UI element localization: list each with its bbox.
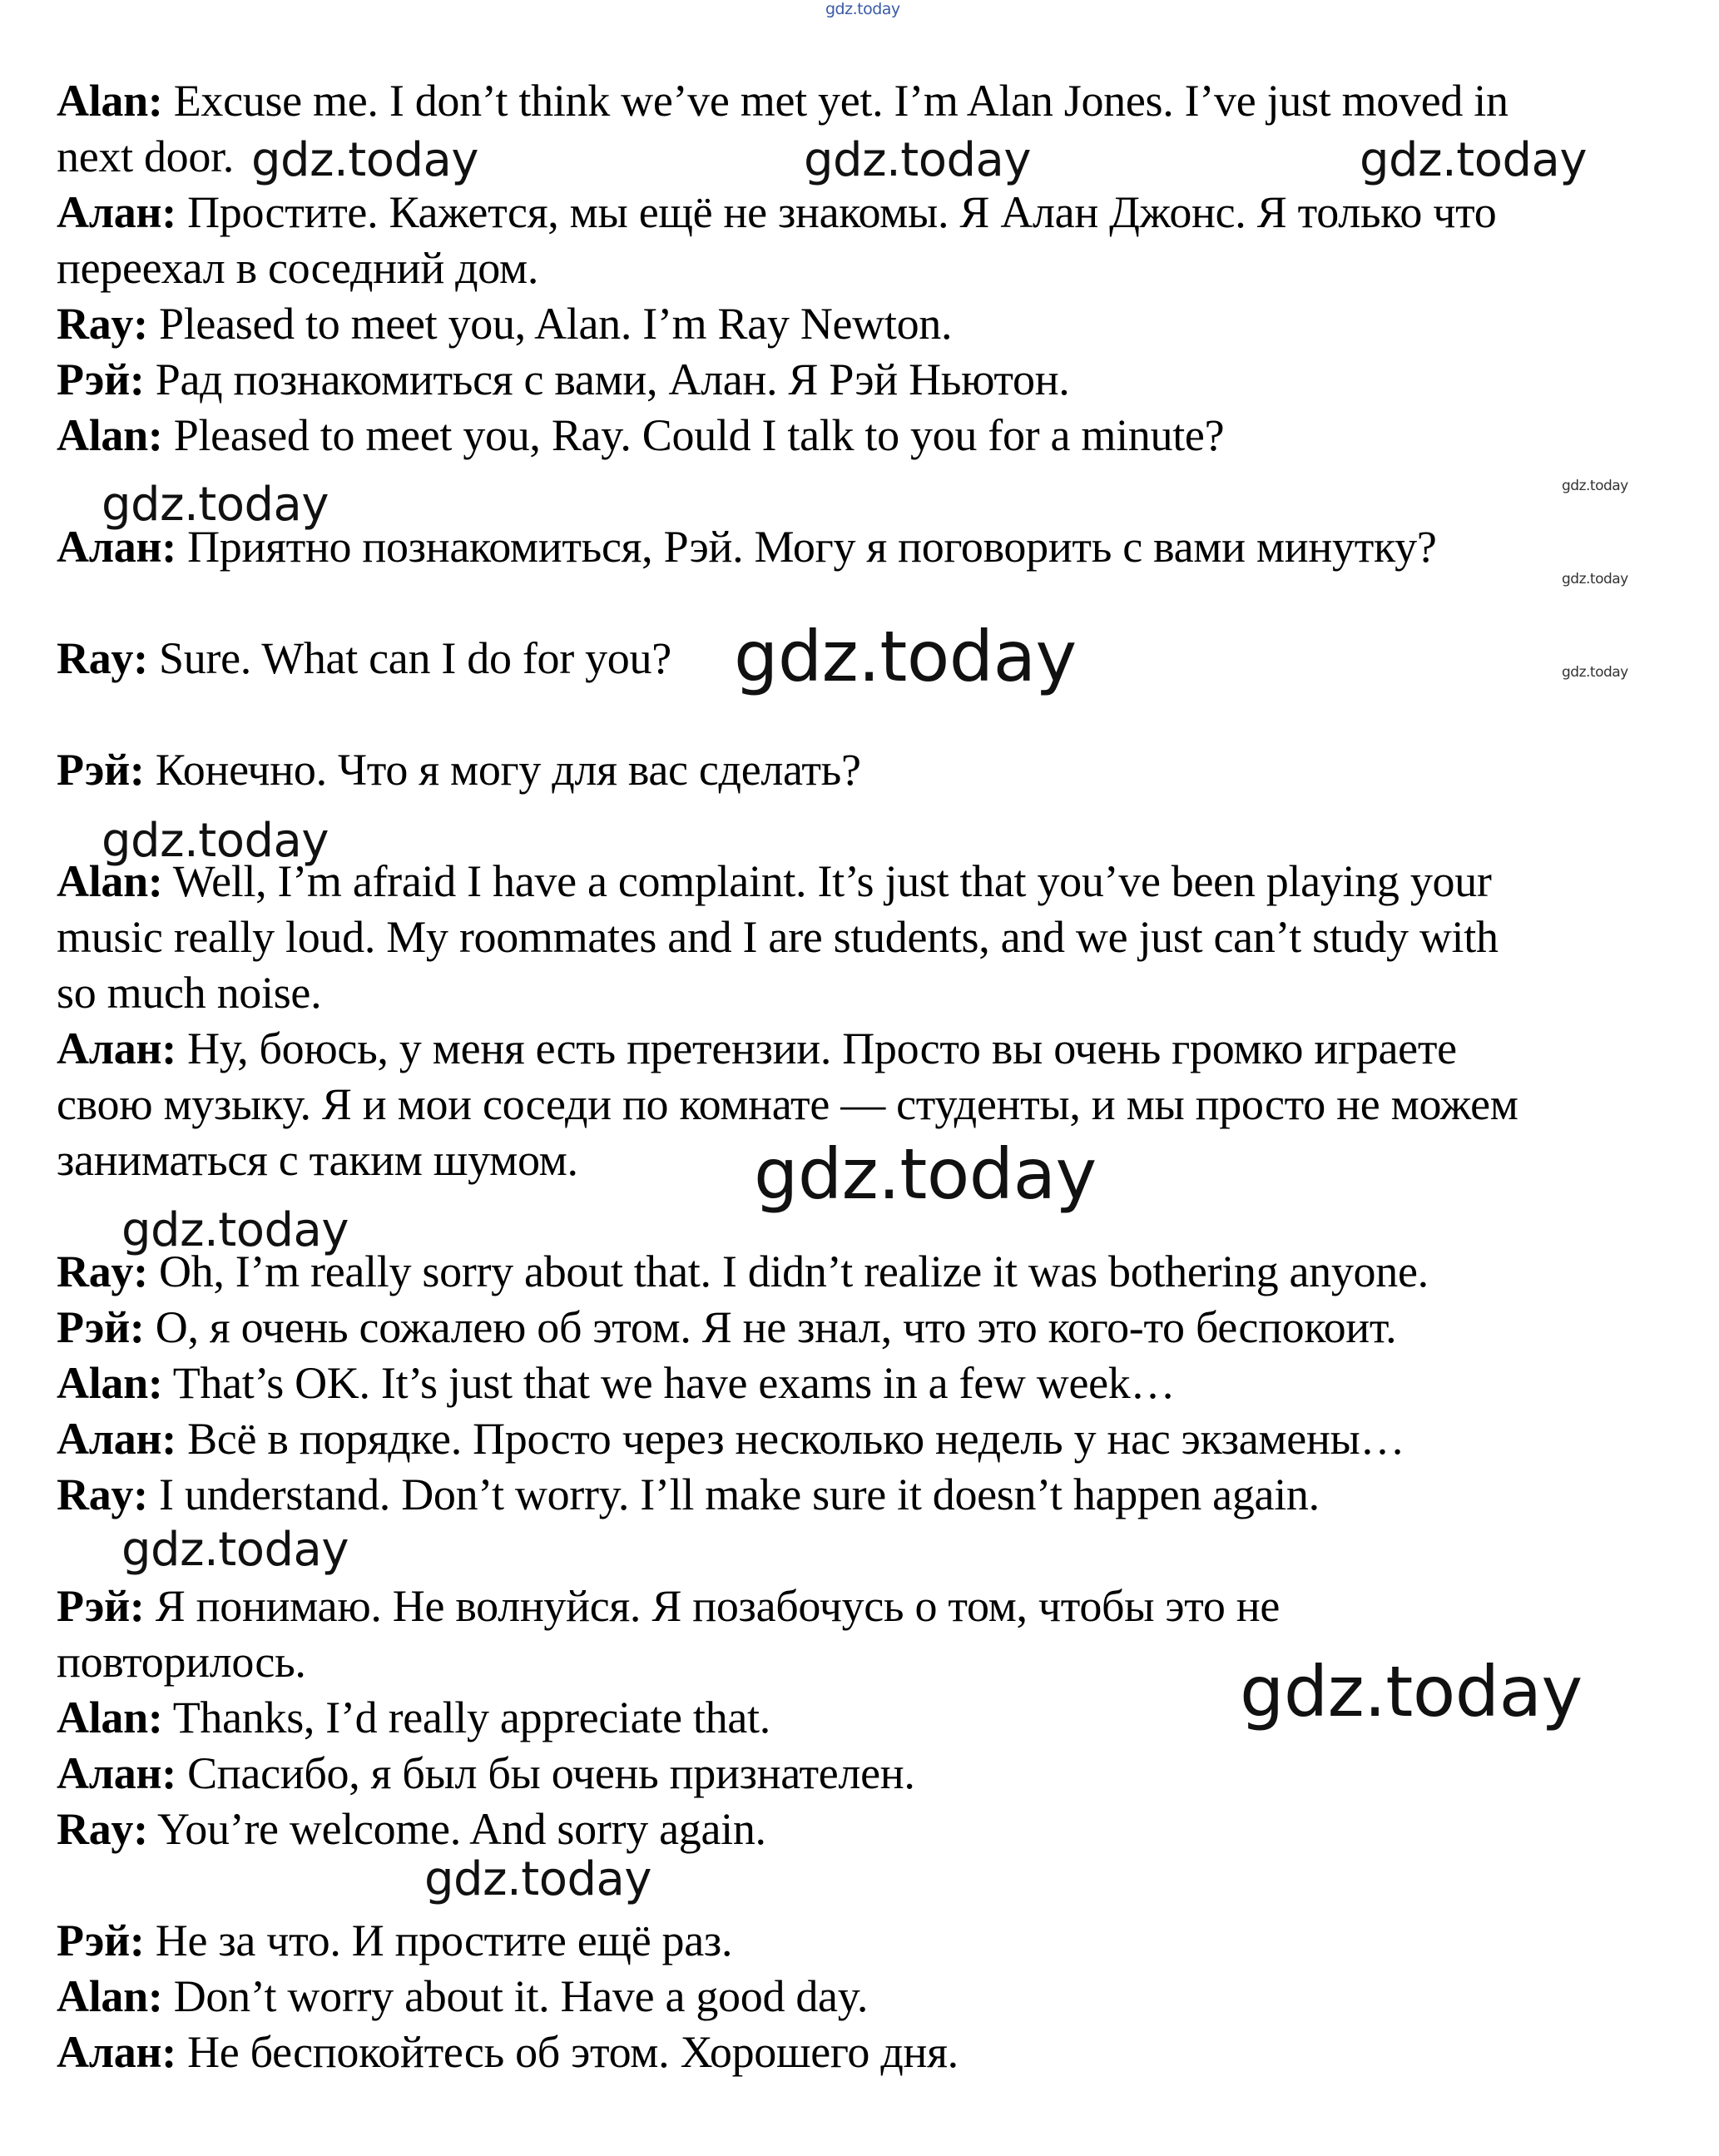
line-text: Простите. Кажется, мы ещё не знакомы. Я Алан Джонс. Я только что [176,187,1497,237]
dialogue-line [57,185,1496,240]
watermark: gdz.today [424,1852,652,1906]
dialogue-line [57,1634,306,1689]
line-text: Pleased to meet you, Ray. Could I talk to you for a minute? [162,410,1225,460]
speaker-label: Ray: [57,1804,148,1854]
line-text: next door. [57,131,234,181]
watermark: gdz.today [1360,133,1588,187]
dialogue-line [57,1579,1280,1633]
speaker-label: Ray: [57,299,148,349]
dialogue-line [57,1300,1396,1355]
speaker-label: Алан: [57,522,176,572]
dialogue-line [57,352,1070,407]
line-text: Не беспокойтесь об этом. Хорошего дня. [176,2027,959,2077]
speaker-label: Рэй: [57,1302,145,1352]
line-text: Well, I’m afraid I have a complaint. It’s just that you’ve been playing your [162,856,1492,906]
speaker-label: Ray: [57,633,148,683]
watermark: gdz.today [1562,664,1628,681]
line-text: О, я очень сожалею об этом. Я не знал, что это кого-то беспокоит. [144,1302,1397,1352]
speaker-label: Ray: [57,1470,148,1519]
speaker-label: Alan: [57,856,163,906]
dialogue-line [57,1133,578,1187]
line-text: so much noise. [57,968,322,1018]
line-text: Thanks, I’d really appreciate that. [162,1693,770,1742]
watermark: gdz.today [1562,478,1628,494]
speaker-label: Алан: [57,1414,176,1464]
watermark: gdz.today [251,133,479,187]
line-text: Рад познакомиться с вами, Алан. Я Рэй Ньютон. [144,354,1070,404]
dialogue-line [57,1969,868,2024]
dialogue-line [57,742,861,797]
line-text: Ну, боюсь, у меня есть претензии. Просто вы очень громко играете [176,1023,1457,1073]
watermark: gdz.today [121,1523,349,1577]
line-text: Приятно познакомиться, Рэй. Могу я поговорить с вами минутку? [176,522,1437,572]
dialogue-line [57,1802,766,1856]
dialogue-line [57,2025,959,2079]
dialogue-line [57,1467,1320,1522]
watermark: gdz.today [102,814,329,868]
dialogue-line [57,1411,1404,1466]
line-text: You’re welcome. And sorry again. [147,1804,766,1854]
speaker-label: Алан: [57,2027,176,2077]
speaker-label: Алан: [57,1023,176,1073]
dialogue-line [57,1356,1175,1410]
line-text: Don’t worry about it. Have a good day. [162,1971,869,2021]
dialogue-line [57,296,952,351]
speaker-label: Рэй: [57,1581,145,1631]
speaker-label: Alan: [57,76,163,126]
line-text: Всё в порядке. Просто через несколько недель у нас экзамены… [176,1414,1405,1464]
watermark: gdz.today [825,0,900,18]
dialogue-line [57,408,1224,463]
line-text: Не за что. И простите ещё раз. [144,1916,733,1965]
dialogue-line [57,1746,915,1801]
line-text: music really loud. My roommates and I are students, and we just can’t study with [57,912,1499,962]
dialogue-line [57,129,234,184]
line-text: I understand. Don’t worry. I’ll make sure it doesn’t happen again. [147,1470,1320,1519]
dialogue-line [57,1021,1457,1076]
watermark: gdz.today [1240,1651,1583,1732]
speaker-label: Alan: [57,1971,163,2021]
speaker-label: Alan: [57,1358,163,1408]
dialogue-line [57,631,671,686]
speaker-label: Алан: [57,187,176,237]
watermark: gdz.today [734,616,1077,697]
line-text: переехал в соседний дом. [57,243,539,293]
dialogue-line [57,1913,732,1968]
line-text: That’s OK. It’s just that we have exams in a few week… [162,1358,1176,1408]
watermark: gdz.today [804,133,1032,187]
line-text: повторилось. [57,1637,306,1687]
dialogue-line [57,1690,770,1745]
line-text: Конечно. Что я могу для вас сделать? [144,745,861,795]
dialogue-line [57,965,321,1020]
line-text: Excuse me. I don’t think we’ve met yet. I’m Alan Jones. I’ve just moved in [162,76,1508,126]
speaker-label: Alan: [57,1693,163,1742]
speaker-label: Ray: [57,1247,148,1296]
speaker-label: Рэй: [57,354,145,404]
watermark: gdz.today [1562,571,1628,587]
speaker-label: Рэй: [57,1916,145,1965]
line-text: Я понимаю. Не волнуйся. Я позабочусь о том, чтобы это не [144,1581,1281,1631]
line-text: свою музыку. Я и мои соседи по комнате — студенты, и мы просто не можем [57,1079,1518,1129]
dialogue-line [57,73,1508,128]
dialogue-line [57,909,1499,964]
line-text: Pleased to meet you, Alan. I’m Ray Newton. [147,299,953,349]
line-text: Спасибо, я был бы очень признателен. [176,1748,915,1798]
dialogue-line [57,240,538,295]
watermark: gdz.today [121,1203,349,1257]
speaker-label: Рэй: [57,745,145,795]
dialogue-line [57,1077,1518,1132]
speaker-label: Алан: [57,1748,176,1798]
line-text: заниматься с таким шумом. [57,1135,578,1185]
watermark: gdz.today [102,478,329,532]
line-text: Sure. What can I do for you? [147,633,671,683]
watermark: gdz.today [754,1133,1097,1215]
line-text: Oh, I’m really sorry about that. I didn’t realize it was bothering anyone. [147,1247,1429,1296]
speaker-label: Alan: [57,410,163,460]
